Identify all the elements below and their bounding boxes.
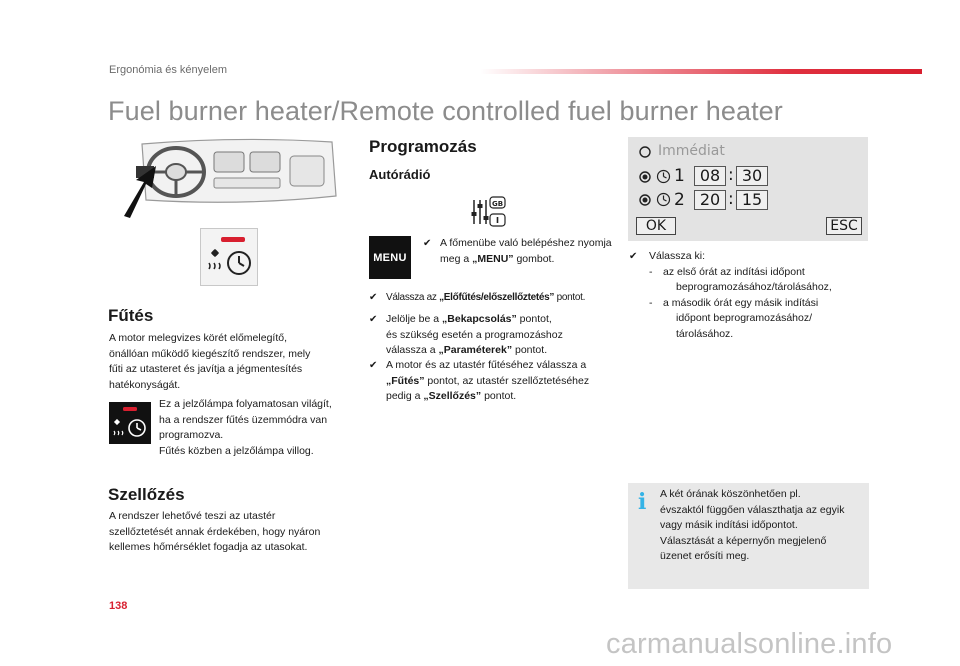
step-enable: ✔ Jelölje be a „Bekapcsolás” pontot, és szükség esetén a programozáshoz válassza a „Paraméterek” pontot. — [369, 313, 563, 356]
radio-selected-icon — [638, 170, 652, 184]
info-icon: i — [638, 489, 647, 515]
ventilation-heading: Szellőzés — [108, 485, 185, 504]
heating-heading: Fűtés — [108, 306, 154, 325]
timer-1-hour-field[interactable]: 08 — [694, 166, 726, 186]
section-label: Ergonómia és kényelem — [109, 64, 228, 76]
heater-lamp-icon — [109, 402, 151, 444]
ventilation-body: A rendszer lehetővé teszi az utastér szellőztetését annak érdekében, hogy nyáron kellemes hőmérséklet fogadja az utasokat. — [109, 510, 321, 553]
watermark: carmanualsonline.info — [606, 628, 893, 660]
esc-button[interactable]: ESC — [826, 217, 862, 235]
timer-2-index: 2 — [674, 190, 685, 210]
radio-icon-label: GB — [491, 200, 504, 208]
timer-2-hour-field[interactable]: 20 — [694, 190, 726, 210]
step-mode: ✔ A motor és az utastér fűtéséhez válassza a „Fűtés” pontot, az utastér szellőztetéséhez pedig a „Szellőzés” pontot. — [369, 359, 590, 402]
timer-1-separator: : — [728, 165, 734, 185]
radio-unselected-icon — [638, 145, 652, 159]
page-title: Fuel burner heater/Remote controlled fuel burner heater — [108, 96, 783, 126]
step-preheat: ✔ Válassza az „Előfűtés/előszellőztetés” pontot. — [369, 292, 586, 303]
info-text: A két órának köszönhetően pl. évszaktól függően választhatja az egyik vagy másik indítási időpontot. Választását a képernyőn megjelenő üzenet erősíti meg. — [660, 488, 845, 562]
heater-indicator-icon — [200, 228, 258, 286]
select-instructions: ✔ Válassza ki: - az első órát az indítási időpont beprogramozásához/tárolásához, - a második órát egy másik indítási időpont beprogramozásához/ tárolásához. — [629, 249, 869, 342]
indicator-description: Ez a jelzőlámpa folyamatosan világít, ha a rendszer fűtés üzemmódra van programozva. Fűtés közben a jelzőlámpa villog. — [159, 398, 332, 457]
clock-icon — [656, 192, 671, 207]
radio-settings-icon — [470, 196, 506, 230]
header-accent-bar — [480, 69, 922, 74]
ok-button[interactable]: OK — [636, 217, 676, 235]
clock-icon — [656, 169, 671, 184]
select-item-second: - a második órát egy másik indítási időpont beprogramozásához/ tárolásához. — [649, 296, 819, 340]
menu-button-key: MENU — [369, 236, 411, 279]
timer-screen — [628, 137, 868, 241]
heating-body: A motor melegvizes körét előmelegítő, önállóan működő kiegészítő rendszer, mely fűti az utasteret és javítja a jégmentesítés hatékonyságát. — [109, 332, 311, 391]
radio-subheading: Autórádió — [369, 167, 431, 182]
step-menu: ✔ A főmenübe való belépéshez nyomja meg a „MENU” gombot. — [423, 237, 612, 265]
timer-2-minute-field[interactable]: 15 — [736, 190, 768, 210]
page-number: 138 — [109, 600, 128, 612]
radio-selected-icon — [638, 193, 652, 207]
immediate-label: Immédiat — [658, 143, 725, 159]
select-item-first: - az első órát az indítási időpont beprogramozásához/tárolásához, — [649, 265, 832, 293]
timer-2-separator: : — [728, 189, 734, 209]
info-note — [628, 483, 869, 589]
timer-1-minute-field[interactable]: 30 — [736, 166, 768, 186]
programming-heading: Programozás — [369, 137, 477, 156]
dashboard-illustration — [122, 136, 354, 218]
timer-1-index: 1 — [674, 166, 685, 186]
